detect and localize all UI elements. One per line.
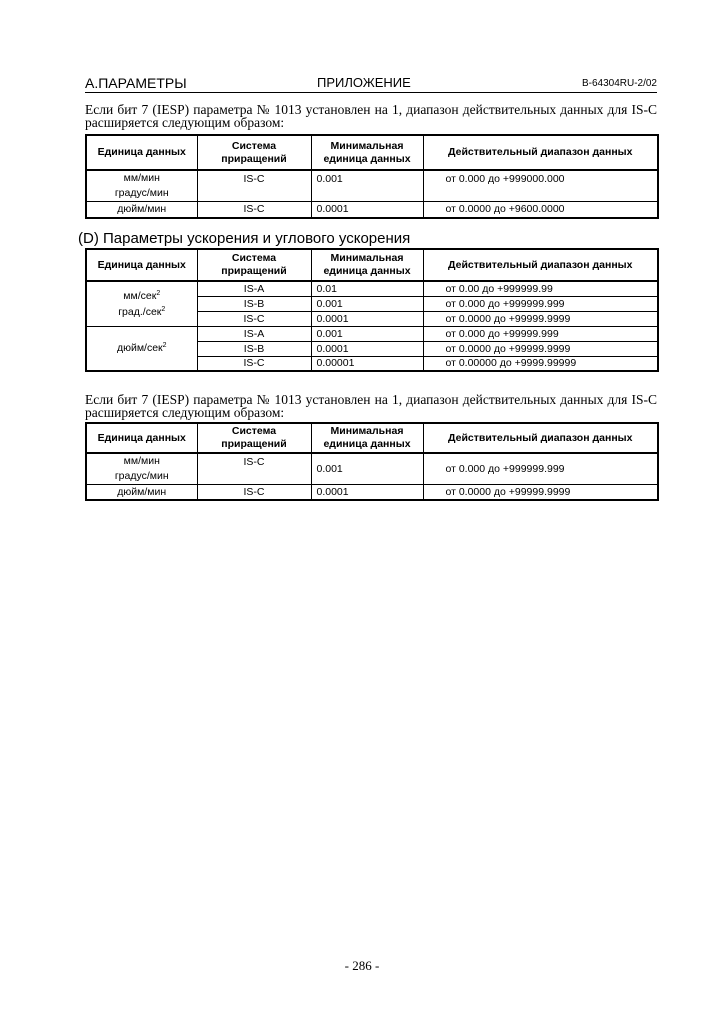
cell-text: мм/мин — [123, 172, 160, 184]
col-header-text: приращений — [221, 265, 287, 277]
cell-range: от 0.00000 до +9999.99999 — [423, 356, 658, 371]
cell-range: от 0.000 до +999999.999 — [423, 453, 658, 485]
col-header-unit: Единица данных — [86, 135, 197, 170]
col-header-min-unit — [311, 135, 423, 170]
cell-range: от 0.000 до +999000.000 — [423, 170, 658, 202]
col-header-unit: Единица данных — [86, 423, 197, 453]
cell-min-unit: 0.01 — [311, 281, 423, 296]
cell-text: градус/мин — [114, 470, 169, 482]
cell-system: IS-A — [197, 326, 311, 341]
table-header-row — [86, 249, 658, 281]
table-row — [86, 170, 658, 202]
col-header-text: Система — [231, 139, 277, 152]
table-feedrate-isc-2 — [85, 422, 659, 501]
table-row — [86, 453, 658, 485]
table-header-row — [86, 135, 658, 170]
table-acceleration — [85, 248, 659, 372]
col-header-range: Действительный диапазон данных — [423, 249, 658, 281]
cell-system: IS-C — [197, 356, 311, 371]
cell-min-unit: 0.0001 — [311, 202, 423, 218]
cell-range: от 0.0000 до +9600.0000 — [423, 202, 658, 218]
cell-min-unit: 0.0001 — [311, 341, 423, 356]
table-feedrate-isc — [85, 134, 659, 219]
col-header-text: Система — [231, 252, 277, 264]
cell-range: от 0.000 до +999999.999 — [423, 296, 658, 311]
cell-system: IS-C — [197, 453, 311, 485]
col-header-text: Минимальная — [330, 139, 404, 152]
cell-min-unit: 0.001 — [311, 170, 423, 202]
cell-text: дюйм/сек — [116, 342, 163, 355]
col-header-system — [197, 423, 311, 453]
cell-system: IS-B — [197, 341, 311, 356]
col-header-text: единица данных — [323, 265, 411, 277]
cell-unit-group-mm — [86, 281, 197, 326]
cell-min-unit: 0.001 — [311, 453, 423, 485]
cell-system: IS-B — [197, 296, 311, 311]
cell-system: IS-C — [197, 311, 311, 326]
cell-unit — [86, 170, 197, 202]
cell-range: от 0.000 до +99999.999 — [423, 326, 658, 341]
header-doc-number: B-64304RU-2/02 — [581, 78, 657, 89]
table-row — [86, 281, 658, 296]
paragraph-iesp-1 — [85, 103, 657, 129]
paragraph-line: расширяется следующим образом: — [85, 405, 285, 420]
superscript: 2 — [161, 305, 166, 313]
cell-unit: дюйм/мин — [86, 202, 197, 218]
cell-unit-group-inch — [86, 326, 197, 371]
paragraph-line: Если бит 7 (IESP) параметра № 1013 установлен на 1, диапазон действительных данных для IS-C — [85, 102, 657, 117]
paragraph-line: Если бит 7 (IESP) параметра № 1013 установлен на 1, диапазон действительных данных для IS-C — [85, 392, 657, 407]
section-heading-d: (D) Параметры ускорения и углового ускорения — [78, 230, 411, 247]
cell-min-unit: 0.0001 — [311, 311, 423, 326]
col-header-range: Действительный диапазон данных — [423, 135, 658, 170]
cell-min-unit: 0.001 — [311, 296, 423, 311]
paragraph-line: расширяется следующим образом: — [85, 115, 285, 130]
cell-min-unit: 0.001 — [311, 326, 423, 341]
cell-text: град./сек — [118, 305, 162, 318]
col-header-min-unit — [311, 249, 423, 281]
cell-system: IS-C — [197, 170, 311, 202]
col-header-text: Минимальная — [330, 252, 404, 264]
cell-range: от 0.0000 до +99999.9999 — [423, 341, 658, 356]
cell-text: градус/мин — [114, 187, 169, 199]
header-section: А.ПАРАМЕТРЫ — [85, 75, 187, 91]
col-header-text: единица данных — [323, 438, 411, 450]
col-header-min-unit — [311, 423, 423, 453]
col-header-system — [197, 135, 311, 170]
table-row — [86, 202, 658, 218]
cell-min-unit: 0.0001 — [311, 485, 423, 500]
table-row — [86, 326, 658, 341]
cell-range: от 0.00 до +999999.99 — [423, 281, 658, 296]
paragraph-iesp-2 — [85, 393, 657, 419]
col-header-text: приращений — [221, 152, 287, 165]
header-appendix: ПРИЛОЖЕНИЕ — [317, 75, 411, 90]
superscript: 2 — [162, 342, 167, 350]
cell-unit: дюйм/мин — [86, 485, 197, 500]
cell-min-unit: 0.00001 — [311, 356, 423, 371]
running-header — [85, 74, 657, 93]
cell-unit — [86, 453, 197, 485]
col-header-text: единица данных — [323, 152, 411, 165]
superscript: 2 — [156, 289, 161, 297]
cell-text: мм/сек — [123, 289, 157, 302]
cell-system: IS-A — [197, 281, 311, 296]
cell-text: мм/мин — [123, 455, 160, 467]
table-row — [86, 485, 658, 500]
col-header-text: Минимальная — [330, 425, 404, 437]
col-header-text: приращений — [221, 438, 287, 450]
cell-range: от 0.0000 до +99999.9999 — [423, 485, 658, 500]
table-header-row — [86, 423, 658, 453]
page-number: - 286 - — [344, 958, 380, 973]
cell-range: от 0.0000 до +99999.9999 — [423, 311, 658, 326]
cell-system: IS-C — [197, 202, 311, 218]
col-header-unit: Единица данных — [86, 249, 197, 281]
col-header-system — [197, 249, 311, 281]
col-header-text: Система — [231, 425, 277, 437]
cell-system: IS-C — [197, 485, 311, 500]
col-header-range: Действительный диапазон данных — [423, 423, 658, 453]
